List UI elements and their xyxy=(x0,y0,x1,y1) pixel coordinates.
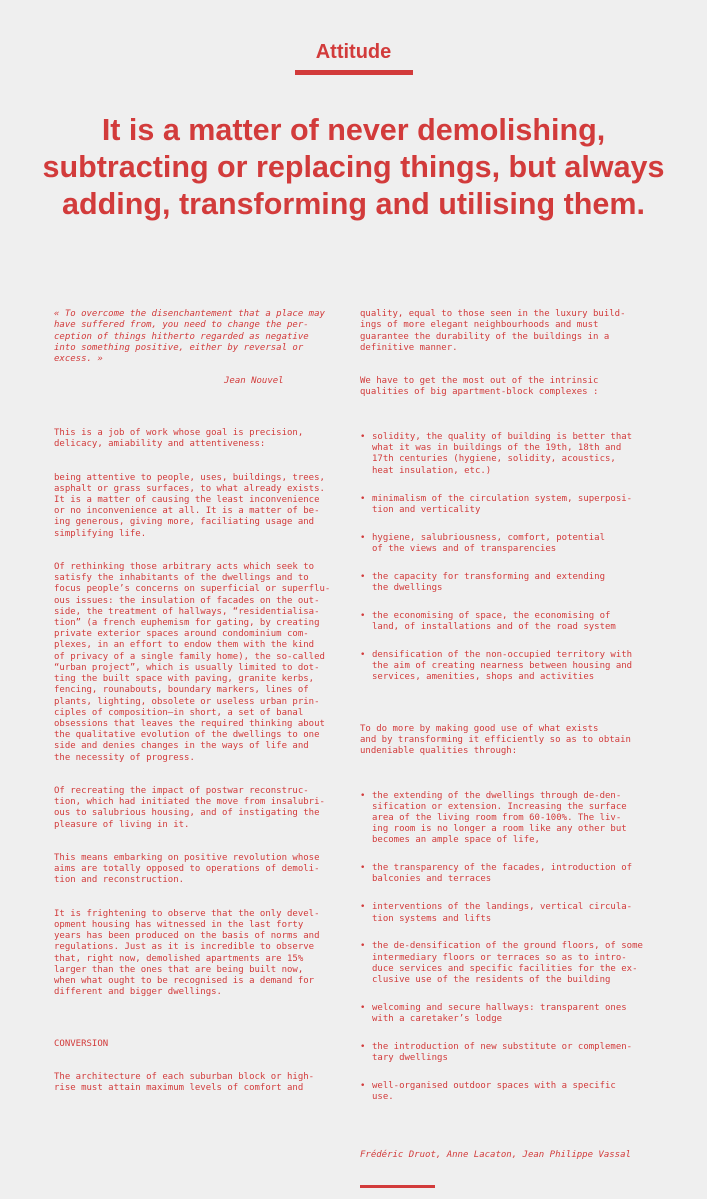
list-item: • the capacity for transforming and extending the dwellings xyxy=(360,572,660,594)
section-header xyxy=(0,40,707,75)
list-item: • the economising of space, the economising of land, of installations and of the road system xyxy=(360,611,660,633)
body-paragraph: being attentive to people, uses, buildings, trees, asphalt or grass surfaces, to what already exists. It is a matter of causing the least inconvenience or no inconvenience at all. It is a matter of be- ing generous, giving more, faciliating usage and simplifying life. xyxy=(54,472,325,539)
body-paragraph: quality, equal to those seen in the luxury build- ings of more elegant neighbourhoods and must guarantee the durability of the buildings in a definitive manner. xyxy=(360,309,626,353)
list-lead: To do more by making good use of what exists and by transforming it efficiently so as to obtain undeniable qualities through: xyxy=(360,723,631,756)
list-item: • the introduction of new substitute or complemen- tary dwellings xyxy=(360,1042,660,1064)
body-paragraph: The architecture of each suburban block or high- rise must attain maximum levels of comfort and xyxy=(54,1071,315,1094)
list-item: • well-organised outdoor spaces with a specific use. xyxy=(360,1081,660,1103)
list-lead: We have to get the most out of the intrinsic qualities of big apartment-block complexes : xyxy=(360,376,599,398)
headline: It is a matter of never demolishing, subtracting or replacing things, but always adding, transforming and utilising them. xyxy=(42,113,665,221)
body-paragraph: This is a job of work whose goal is precision, delicacy, amiability and attentiveness: xyxy=(54,428,304,450)
improvements-list xyxy=(360,779,660,1120)
left-column xyxy=(54,298,344,1117)
list-item: • the de-densification of the ground floors, of some intermediary floors or terraces so as to intro- duce services and specific facilities for the ex- clusive use of the residents of the building xyxy=(360,941,660,986)
body-paragraph: Of recreating the impact of postwar reconstruc- tion, which had initiated the move from insalubri- ous to salubrious housing, and of instigating the pleasure of living in it. xyxy=(54,785,325,830)
list-item: • welcoming and secure hallways: transparent ones with a caretaker’s lodge xyxy=(360,1003,660,1025)
qualities-list xyxy=(360,421,660,700)
section-title: Attitude xyxy=(315,41,392,63)
list-item: • solidity, the quality of building is better that what it was in buildings of the 19th, 18th and 17th centuries (hygiene, solidity, acoustics, heat insulation, etc.) xyxy=(360,432,660,477)
list-item: • the extending of the dwellings through de-den- sification or extension. Increasing the surface area of the living room from 60-100%. The liv- ing room is no longer a room like any other but becomes an ample space of life, xyxy=(360,791,660,847)
title-underline xyxy=(295,70,413,75)
epigraph-author: Jean Nouvel xyxy=(224,376,284,387)
body-paragraph: It is frightening to observe that the only devel- opment housing has witnessed in the last forty years has been produced on the basis of norms and regulations. Just as it is incredible to observe that, right now, demolished apartments are 15% larger than the ones that are being built now, when what ought to be recognised is a demand for different and bigger dwellings. xyxy=(54,908,320,998)
right-column xyxy=(360,298,660,1199)
epigraph-quote: « To overcome the disenchantement that a place may have suffered from, you need to change the per- ception of things hitherto regarded as negative into something positive, either by reversal or excess. » xyxy=(54,309,325,365)
body-paragraph: This means embarking on positive revolution whose aims are totally opposed to operations of demoli- tion and reconstruction. xyxy=(54,852,320,886)
list-item: • hygiene, salubriousness, comfort, potential of the views and of transparencies xyxy=(360,533,660,555)
end-rule xyxy=(360,1185,435,1188)
list-item: • minimalism of the circulation system, superposi- tion and verticality xyxy=(360,494,660,516)
list-item: • the transparency of the facades, introduction of balconies and terraces xyxy=(360,863,660,885)
body-paragraph: Of rethinking those arbitrary acts which seek to satisfy the inhabitants of the dwellings and to focus people’s concerns on superficial or superflu- ous issues: the insulation of facades on the out- side, the treatment of hallways, “residentialisa- tion” (a french euphemism for gating, by creating private exterior spaces around condominium com- plexes, in an effort to endow them with the kind of privacy of a single family home), the so-called “urban project”, which is usually limited to dot- ting the built space with paving, granite kerbs, fencing, rounabouts, boundary markers, lines of plants, lighting, obsolete or useless urban prin- ciples of composition—in short, a set of banal obsessions that leaves the required thinking about the qualitative evolution of the dwellings to one side and denies changes in the ways of life and the necessity of progress. xyxy=(54,562,331,763)
authors-signature: Frédéric Druot, Anne Lacaton, Jean Philippe Vassal xyxy=(360,1149,631,1160)
list-item: • interventions of the landings, vertical circula- tion systems and lifts xyxy=(360,902,660,924)
list-item: • densification of the non-occupied territory with the aim of creating nearness between housing and services, amenities, shops and activities xyxy=(360,650,660,684)
subheading: CONVERSION xyxy=(54,1038,109,1049)
